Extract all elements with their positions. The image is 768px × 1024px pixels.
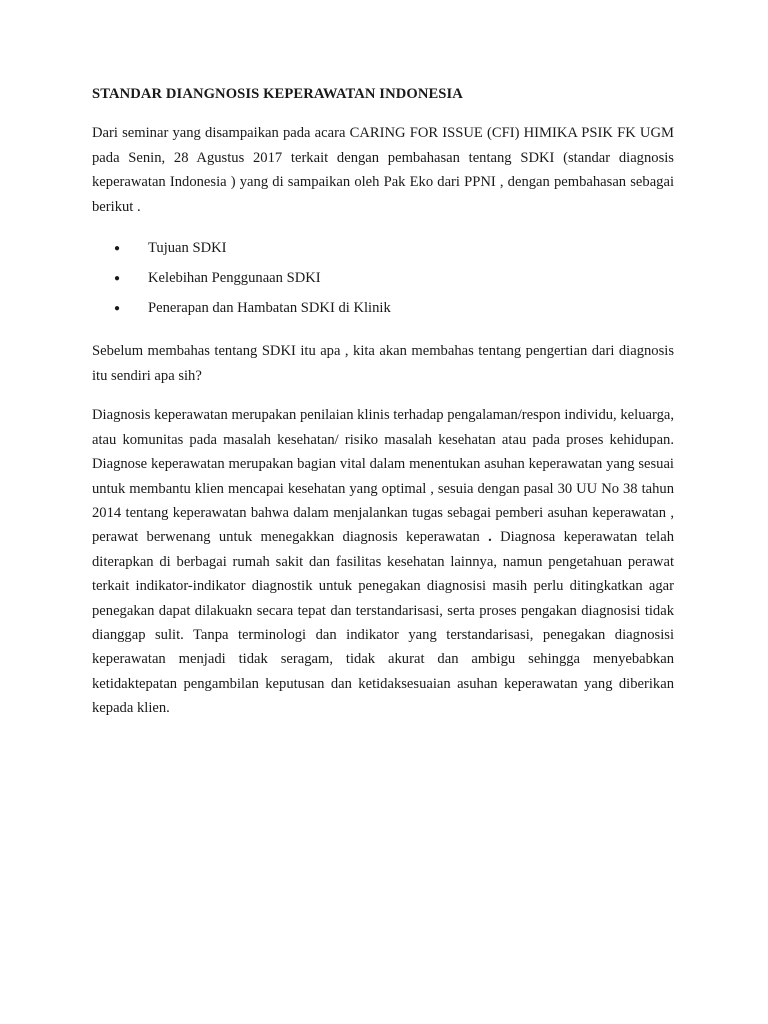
bullet-icon: ● [114, 273, 121, 285]
bullet-icon: ● [114, 303, 121, 315]
topic-list [92, 234, 674, 324]
bullet-icon: ● [114, 243, 121, 255]
body-paragraph [92, 403, 674, 720]
list-item-text: Tujuan SDKI [148, 240, 227, 257]
question-paragraph: Sebelum membahas tentang SDKI itu apa , kita akan membahas tentang pengertian dari diagnosis itu sendiri apa sih? [92, 343, 674, 384]
body-bold-period: . [488, 529, 492, 546]
body-text-part-1: Diagnosis keperawatan merupakan penilaian klinis terhadap pengalaman/respon individu, keluarga, atau komunitas pada masalah kesehatan/ risiko masalah kesehatan atau pada proses kehidupan. Diagnose keperawatan merupakan bagian vital dalam menentukan asuhan keperawatan yang sesuai untuk membantu klien mencapai kesehatan yang optimal , sesuia dengan pasal 30 UU No 38 tahun 2014 tentang keperawatan bahwa dalam menjalankan tugas sebagai pemberi asuhan keperawatan , perawat berwenang untuk menegakkan diagnosis keperawatan [92, 407, 674, 546]
list-item [92, 294, 674, 324]
body-text-part-2: Diagnosa keperawatan telah diterapkan di berbagai rumah sakit dan fasilitas kesehatan lainnya, namun pengetahuan perawat terkait indikator-indikator diagnostik untuk penegakan diagnosisi masih perlu ditingkatkan agar penegakan dapat dilakuakn secara tepat dan terstandarisasi, serta proses pengakan diagnosisi tidak dianggap sulit. Tanpa terminologi dan indikator yang terstandarisasi, penegakan diagnosisi keperawatan menjadi tidak seragam, tidak akurat dan ambigu sehingga menyebabkan ketidaktepatan pengambilan keputusan dan ketidaksesuaian asuhan keperawatan yang diberikan kepada klien. [92, 529, 674, 717]
list-item [92, 264, 674, 294]
document-title: STANDAR DIANGNOSIS KEPERAWATAN INDONESIA [92, 86, 463, 102]
document-page [92, 84, 674, 736]
intro-paragraph: Dari seminar yang disampaikan pada acara CARING FOR ISSUE (CFI) HIMIKA PSIK FK UGM pada Senin, 28 Agustus 2017 terkait dengan pembahasan tentang SDKI (standar diagnosis keperawatan Indonesia ) yang di sampaikan oleh Pak Eko dari PPNI , dengan pembahasan sebagai berikut . [92, 125, 674, 215]
list-item-text: Kelebihan Penggunaan SDKI [148, 270, 321, 287]
list-item-text: Penerapan dan Hambatan SDKI di Klinik [148, 300, 391, 317]
list-item [92, 234, 674, 264]
